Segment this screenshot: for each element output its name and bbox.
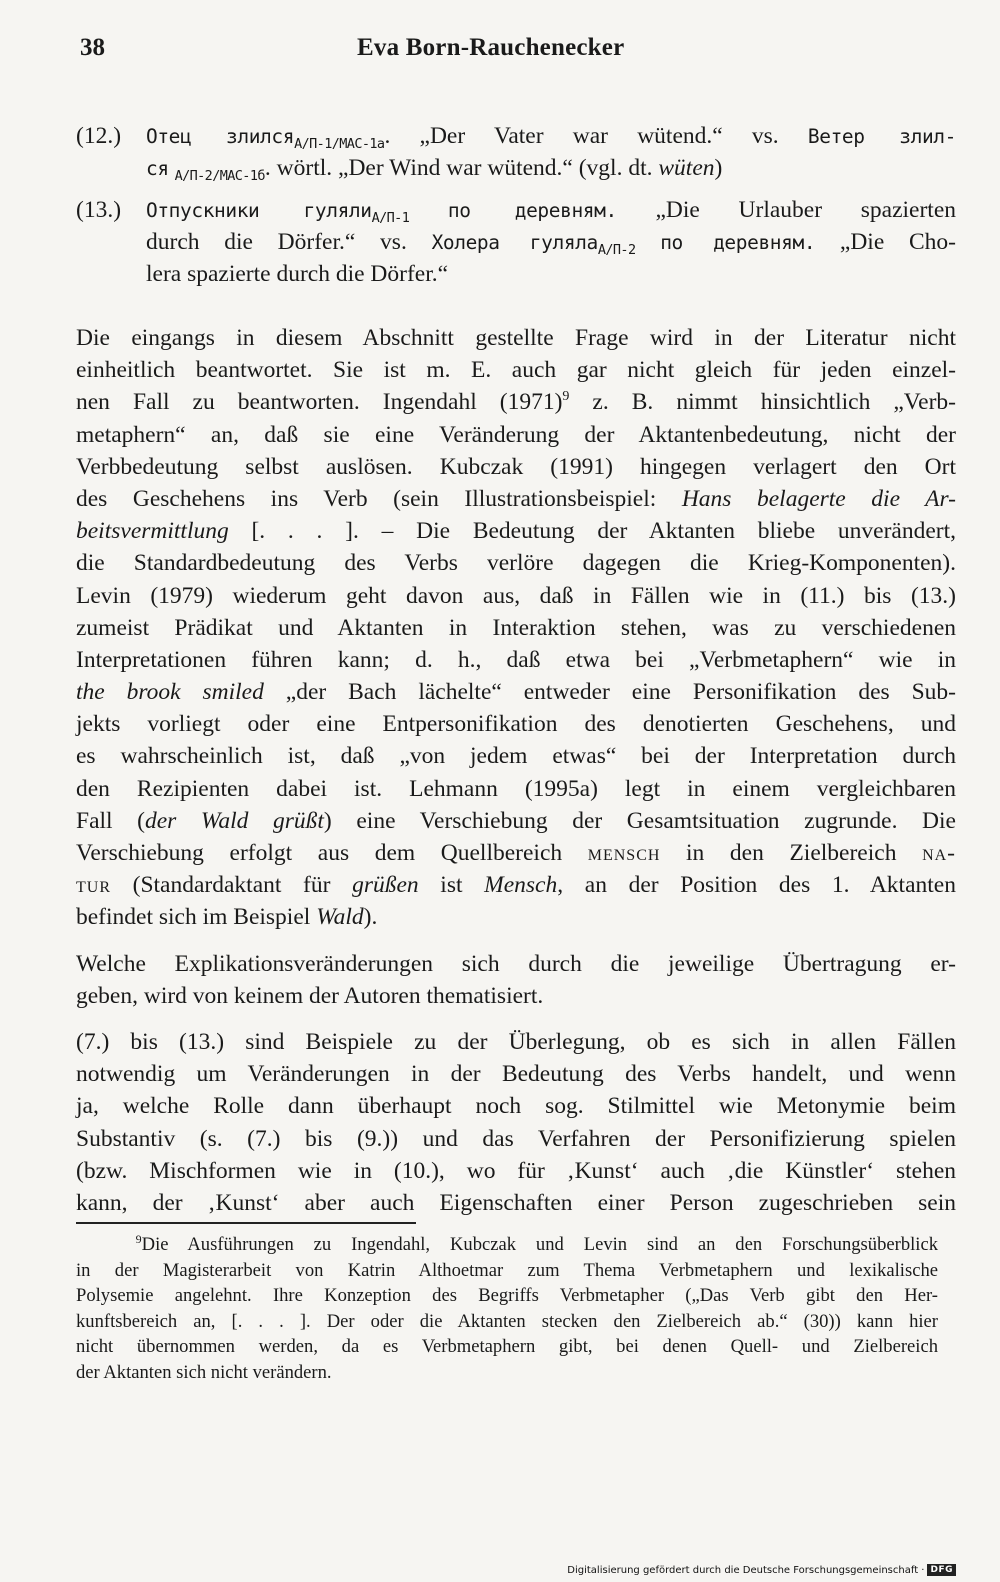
text-line: Welche Explikationsveränderungen sich durch die jeweilige Übertragung er-	[76, 950, 956, 977]
text-line: Die eingangs in diesem Abschnitt gestellte Frage wird in der Literatur nicht	[76, 325, 956, 351]
paragraph	[76, 948, 956, 1012]
text-line: ja, welche Rolle dann überhaupt noch sog. Stilmittel wie Metonymie beim	[76, 1093, 956, 1120]
footnote-divider	[76, 1222, 416, 1224]
body-text	[76, 322, 956, 1233]
text-line: Fall (der Wald grüßt) eine Verschiebung der Gesamtsituation zugrunde. Die	[76, 807, 956, 834]
footnote-line: nicht übernommen werden, da es Verbmetaphern gibt, bei denen Quell- und Zielbereich	[76, 1336, 938, 1357]
text-line: zumeist Prädikat und Aktanten in Interaktion stehen, was zu verschiedenen	[76, 614, 956, 641]
text-line: Verbbedeutung selbst auslösen. Kubczak (1991) hingegen verlagert den Ort	[76, 453, 956, 480]
example-number: (13.)	[76, 197, 122, 223]
text-line: des Geschehens ins Verb (sein Illustrationsbeispiel: Hans belagerte die Ar-	[76, 485, 956, 512]
running-head: Eva Born-Rauchenecker	[357, 34, 625, 61]
text-line: the brook smiled „der Bach lächelte“ entweder eine Personifikation des Sub-	[76, 679, 956, 706]
text-line: tur (Standardaktant für grüßen ist Mensch, an der Position des 1. Aktanten	[76, 872, 956, 899]
example-line: Отец злился$_{А/П-1/МАС-1а}$. „Der Vater war wütend.“ vs. Ветер злил-	[146, 123, 956, 152]
paragraph	[76, 1026, 956, 1219]
numbered-examples	[76, 120, 956, 300]
footnote-line: $^9$Die Ausführungen zu Ingendahl, Kubczak und Levin sind an den Forschungsüberblick	[135, 1231, 938, 1255]
example-13	[76, 194, 956, 290]
footnote-line: der Aktanten sich nicht verändern.	[76, 1361, 332, 1383]
text-line: Substantiv (s. (7.) bis (9.)) und das Verfahren der Personifizierung spielen	[76, 1125, 956, 1152]
example-number: (12.)	[76, 123, 122, 149]
page-number: 38	[80, 34, 105, 61]
text-line: Levin (1979) wiederum geht davon aus, daß in Fällen wie in (11.) bis (13.)	[76, 582, 956, 609]
dfg-logo: DFG	[927, 1564, 956, 1576]
text-line: den Rezipienten dabei ist. Lehmann (1995a) legt in einem vergleichbaren	[76, 775, 956, 802]
example-12	[76, 120, 956, 184]
digitization-note: Digitalisierung gefördert durch die Deutsche Forschungsgemeinschaft ·	[567, 1564, 925, 1576]
footnote-ref: 9	[562, 389, 570, 405]
text-line: jekts vorliegt oder eine Entpersonifikation des denotierten Geschehens, und	[76, 711, 956, 738]
text-line: (bzw. Mischformen wie in (10.), wo für ‚Kunst‘ auch ‚die Künstler‘ stehen	[76, 1157, 956, 1184]
example-line: lera spazierte durch die Dörfer.“	[146, 261, 449, 287]
text-line: die Standardbedeutung des Verbs verlöre dagegen die Krieg-Komponenten).	[76, 550, 956, 577]
text-line: (7.) bis (13.) sind Beispiele zu der Überlegung, ob es sich in allen Fällen	[76, 1028, 956, 1055]
text-line: nen Fall zu beantworten. Ingendahl $(1971)^9$ z. B. nimmt hinsichtlich „Verb-	[76, 389, 956, 416]
text-line: kann, der ‚Kunst‘ aber auch Eigenschaften einer Person zugeschrieben sein	[76, 1189, 956, 1216]
footnote-line: kunftsbereich an, [. . . ]. Der oder die Aktanten stecken den Zielbereich ab.“ (30)) kann hier	[76, 1310, 938, 1332]
text-line: Verschiebung erfolgt aus dem Quellbereich mensch in den Zielbereich na-	[76, 840, 956, 866]
footnote	[76, 1232, 938, 1385]
example-line: durch die Dörfer.“ vs. Холера гуляла$_{А/П-2}$ по деревням. „Die Cho-	[146, 229, 956, 258]
text-line: es wahrscheinlich ist, daß „von jedem etwas“ bei der Interpretation durch	[76, 743, 956, 770]
digitization-footer	[567, 1564, 956, 1576]
text-line: notwendig um Veränderungen in der Bedeutung des Verbs handelt, und wenn	[76, 1061, 956, 1088]
text-line: metaphern“ an, daß sie eine Veränderung der Aktantenbedeutung, nicht der	[76, 421, 956, 448]
paragraph	[76, 322, 956, 934]
page-header	[80, 34, 960, 68]
footnote-line: Polysemie angelehnt. Ihre Konzeption des Begriffs Verbmetapher („Das Verb gibt den Her-	[76, 1285, 938, 1306]
text-line: geben, wird von keinem der Autoren thematisiert.	[76, 982, 544, 1009]
text-line: beitsvermittlung [. . . ]. – Die Bedeutung der Aktanten bliebe unverändert,	[76, 518, 956, 545]
text-line: einheitlich beantwortet. Sie ist m. E. auch gar nicht gleich für jeden einzel-	[76, 357, 956, 384]
example-line: Отпускники гуляли$_{А/П-1}$ по деревням. „Die Urlauber spazierten	[146, 197, 956, 226]
text-line: befindet sich im Beispiel Wald).	[76, 904, 378, 931]
text-line: Interpretationen führen kann; d. h., daß etwa bei „Verbmetaphern“ wie in	[76, 646, 956, 673]
footnote-line: in der Magisterarbeit von Katrin Althoetmar zum Thema Verbmetaphern und lexikalische	[76, 1259, 938, 1281]
footnote-number: 9	[135, 1231, 142, 1246]
example-line: ся $_{А/П-2/МАС-1б}$. wörtl. „Der Wind war wütend.“ (vgl. dt. wüten)	[146, 155, 723, 184]
